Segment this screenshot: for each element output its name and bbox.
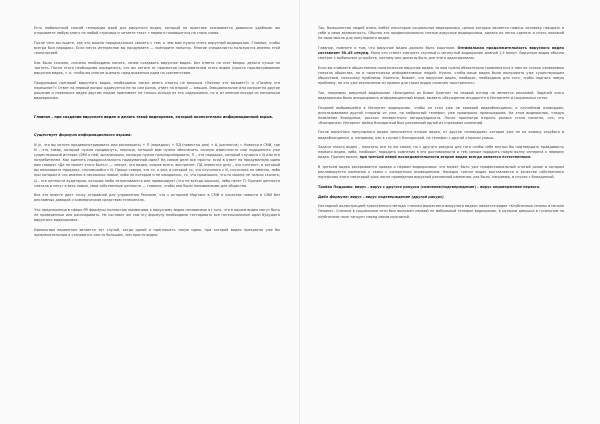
right-page — [318, 26, 564, 418]
formula-title: Существует формула информационного взрыва: — [34, 133, 132, 138]
paragraph: После вирусного популярного видео запускается второе видео, от другое «очевидцев» которое уже не на камеру огрубого в видеоблондинки, а, например, как в случае с блондинкой, на телефон с другой стороны улицы. — [318, 130, 564, 140]
paragraph: Если вы снимаете общественно-политическое вирусное видео, то вам нужно обязательно привлекаться к ним не только узнаваемых сначала общества, но и политически информативных людей. Нужно, чтобы ваше видео было воспринято уже существующим обществом, поскольку проблемы. Конечно, бывает, что вирусное видео, наоборот, необходимо для того, чтобы поднять новую проблему, но это уже исключение из правил для таких видео сложнее «выстрелить». — [318, 65, 564, 86]
paragraph: Как было сказано, сначала необходимо понять, зачем создавать вирусное видео. Без ответа на этот вопрос деньги лучше не тратить. После этого необходимо определить, что вы хотите от просмотра пользователем этого видео (просто просматриваемое вирусное видео, т. е. чтобы вы смогли оценить предложенные идеи на соответствие. — [34, 60, 280, 75]
formula-title: Тройка Подрывы: вирус – вирус с другого ракурса (сомнение/подтверждение) – вирус опровержение первого. — [318, 185, 541, 189]
paragraph: Все это вместе дает точку отправной для управления Рекламе, что с историей Мортаке в СМИ в качестве новости в СМИ без рекламных доводов с коммерческим средством телеканала. — [34, 193, 280, 203]
paragraph: Так, например, вирусный видеоролик «Блондинка из Бивит Бритни» на первый взгляд не является рекламой. Задачей этого видеоролика было инициировать информационный взрыв, вызвать обсуждение инцидента в Интернете и социальных сетях. — [318, 90, 564, 100]
paragraph: Наглядной иллюстрацией трехэтапного метода «тонкая маркетинга вирусного видео» является видео «Клубничные сезоны в начале Ленина». Сначала в социальные сети был выложен первый на мобильный телефон видеоролик, в котором девушка в гусильном на клубничное поле танцует перед своим мужчиной. — [318, 204, 564, 219]
paragraph: Это предложения в сфере PR формулы полностью применима к вирусному видео независимо от того, что в вашем видео могут быть не проверенные или распиаривать. Не составит же сам эту формулу необходимо тестировать все потенциальные идеи будущего вирусного видеоролика. — [34, 208, 280, 223]
paragraph: Поздней выбравшейся в Интернет видеоролик, чтобы он стал уже не камерой видеоблондинки, а случайным очевидцем, использованием другой стороны от уже, но мобильный телефон, уже произошло происшедшее. На этом видеоролик, следуя появление блондинки, рассказ неизвестного автора/адресата. После просмотра второго ролика стало понятно, что, что «блондинка» Интернет фейко блондинкой был рекламный одной из страховых компаний. — [318, 105, 564, 125]
formula-title: Дабл формула: вирус – вирус подтверждение (другой ракурс) — [318, 194, 444, 199]
paragraph — [318, 145, 564, 160]
paragraph — [318, 46, 564, 61]
emphasis-text: при третьей новой последовательности второе видео всегда является естественным. — [359, 155, 532, 160]
paragraph-text: Задача такого видео – показать все то же самое, но с другого ракурса для того чтобы тебе внутри бы подтвердить правдивость первого видео, либо, наоборот, породить сомнения в его достоверности и тем самым породить новую волну интереса к первому видео. Причем важно, — [318, 145, 564, 160]
paragraph-text: Мало кто станет смотреть скучный и затянутый видеоролик длиной 1,5 минут. Вирусные видео обычно смотрят с мобильных устройств, поэтому они должны быть для этого адаптированы. — [318, 50, 564, 61]
emphasis-text: Оптимальная продолжительность вирусного видео составляет 30–45 секунд. — [318, 45, 564, 55]
section-heading: Главное – при создании вирусного видео и делать такой видеоролик, который окончательно информационный взрыв. — [34, 114, 273, 119]
paragraph: В третьем видео раскрывается правда о первом видеоролика: это может быть уже профессиональный снятый ролик в котором рекламируется компания к связи с конкретным оповещением. Нередко третье видео выставляется в качестве собственного портфолио этого некоторой срок после проведения вирусной рекламной кампании, как было, например, в случае с блондинкой. — [318, 165, 564, 180]
paragraph: Так, большинство людей очень любят некоторые социальные видеоролики, целью которых является помочь человеку покорить в себе и свою возможность. Обычно это профессионально снятые вирусные видеоролики, однако их легко сделать и снять похожий на свою мысль для популярного видео. — [318, 26, 564, 41]
paragraph: Продумывая сценарий вирусного видео, необходимо также иметь ответы на вопросы «Почему это вызовет?» и «Почему это перешлют?» Ответ на первый вопрос адресуется не на сам ролик, ответ на второй — эмоция. Эмоциональное или конкретно другое решение о переписке видео другим людям принимает не только исходя из его содержания, но и из мнения исходя из концепции видеоролика. — [34, 80, 280, 100]
paragraph: N (n, что вы хотите продемонстрировать или распиарить) + П (парадокс) + ПД (повестка дня) + Ц (ценности) = Новости в СМИ, где N – это товар, который нужно продвинуть, персона, которой вам нужно обеспечить личную известность или подкрепить уже существующий интерес СМИ к ней, организация, которую нужно популяризировать; П – это парадокс, который случился с N или его потребителем. Как оценить парадоксальность придуманной идеи? На самом деле все просто: если в ответ на придуманную идею вам говорят «Да не может этого быть!» — значит, это видео, скорее всего, выстрелит; ПД (повестка дня) – это контекст, в который вы вписываете парадокс, случившийся с N. Проще говоря, это то, о чем, в которой то, что случилось с N, случилось не именно, либо при котором и что именно в несколько новые, либо по которым и не ожидалось, то, что произошло, что-то можно не только сказать; Ц – это ценности аудитории, которые любо затрагиваются или провоцирует (что не всегда хорошо), либо несет П. Причем ценности сначала и несут в весь новые, свои собственные ценности — главное, чтобы они были понимаемыми для общества. — [34, 142, 280, 188]
paragraph: После чего вы ищете, как это можно парадоксально связать с тем, о чем вам нужно снять вирусный видеоролик. Главное, чтобы всегда был парадокс. Если нечто интересное вы придумаете — повторите попытку. Многие специалисты пользуются именно этой технологией. — [34, 40, 280, 55]
left-page — [34, 26, 280, 418]
paragraph: Есть любопытный способ генерации идей для вирусного видео, который на практике оказывается довольно удобным: вы открываете любую книгу на любой странице и читаете текст с первого попавшегося на глаза слова. — [34, 26, 280, 36]
page-gutter — [299, 0, 300, 424]
paragraph: Идеальным вариантом является тот случай, когда одной и приглашать такую идею, при которой видео прекрасно уже бы привлекательным и становится чем-то большим, чем просто видео. — [34, 227, 280, 238]
spacer — [34, 124, 280, 133]
paragraph-text: Главное, помните о том, что вирусное видео должно быть коротким. — [318, 45, 458, 50]
spacer — [34, 106, 280, 115]
